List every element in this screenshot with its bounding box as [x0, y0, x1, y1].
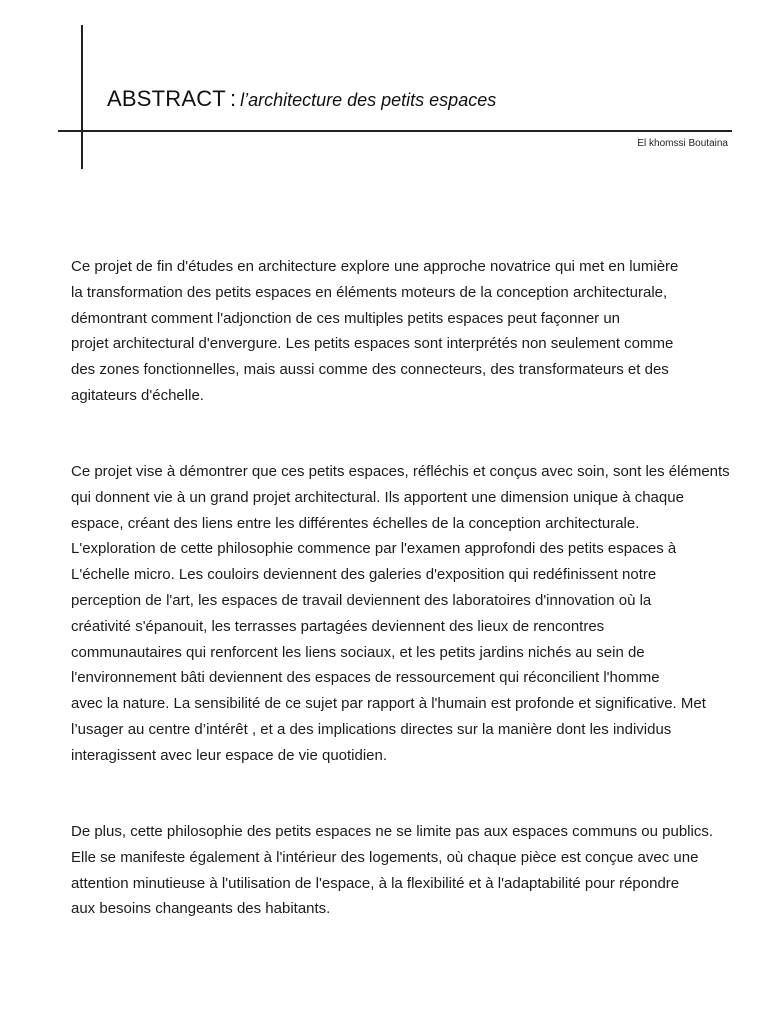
paragraph-2 [71, 459, 741, 769]
paragraph-1 [71, 254, 741, 409]
title-main: ABSTRACT [107, 86, 226, 111]
text-line: Elle se manifeste également à l'intérieur des logements, où chaque pièce est conçue avec une [71, 848, 699, 866]
text-line: perception de l'art, les espaces de travail deviennent des laboratoires d'innovation où la [71, 591, 652, 609]
text-line: aux besoins changeants des habitants. [71, 900, 331, 918]
text-line: créativité s'épanouit, les terrasses partagées deviennent des lieux de rencontres [71, 617, 605, 635]
horizontal-rule [58, 130, 732, 132]
text-line: L'exploration de cette philosophie commence par l'examen approfondi des petits espaces à [71, 540, 677, 558]
author-name: El khomssi Boutaina [637, 138, 728, 149]
text-line: attention minutieuse à l'utilisation de l'espace, à la flexibilité et à l'adaptabilité pour répondre [71, 874, 680, 892]
vertical-rule [81, 25, 83, 169]
text-line: Ce projet vise à démontrer que ces petits espaces, réfléchis et conçus avec soin, sont les éléments [71, 463, 730, 480]
text-line: agitateurs d'échelle. [71, 386, 204, 404]
text-line: communautaires qui renforcent les liens sociaux, et les petits jardins nichés au sein de [71, 643, 645, 661]
page-title [107, 84, 496, 115]
paragraph-3 [71, 819, 741, 922]
text-line: L'échelle micro. Les couloirs deviennent des galeries d'exposition qui redéfinissent notre [71, 566, 657, 584]
text-line: Ce projet de fin d'études en architecture explore une approche novatrice qui met en lumière [71, 258, 679, 275]
text-line: l'environnement bâti deviennent des espaces de ressourcement qui réconcilient l'homme [71, 669, 660, 687]
text-line: l’usager au centre d’intérêt , et a des implications directes sur la manière dont les individus [71, 720, 672, 738]
text-line: avec la nature. La sensibilité de ce sujet par rapport à l'humain est profonde et significative. Met [71, 695, 706, 713]
text-line: qui donnent vie à un grand projet architectural. Ils apportent une dimension unique à chaque [71, 488, 684, 506]
text-line: De plus, cette philosophie des petits espaces ne se limite pas aux espaces communs ou publics. [71, 823, 714, 840]
text-line: la transformation des petits espaces en éléments moteurs de la conception architecturale, [71, 283, 668, 301]
text-line: interagissent avec leur espace de vie quotidien. [71, 746, 388, 764]
title-separator: : [229, 86, 237, 111]
text-line: projet architectural d'envergure. Les petits espaces sont interprétés non seulement comme [71, 335, 674, 353]
text-line: des zones fonctionnelles, mais aussi comme des connecteurs, des transformateurs et des [71, 361, 669, 379]
title-subtitle: l’architecture des petits espaces [240, 90, 497, 110]
text-line: démontrant comment l'adjonction de ces multiples petits espaces peut façonner un [71, 309, 621, 327]
text-line: espace, créant des liens entre les différentes échelles de la conception architecturale. [71, 514, 640, 532]
